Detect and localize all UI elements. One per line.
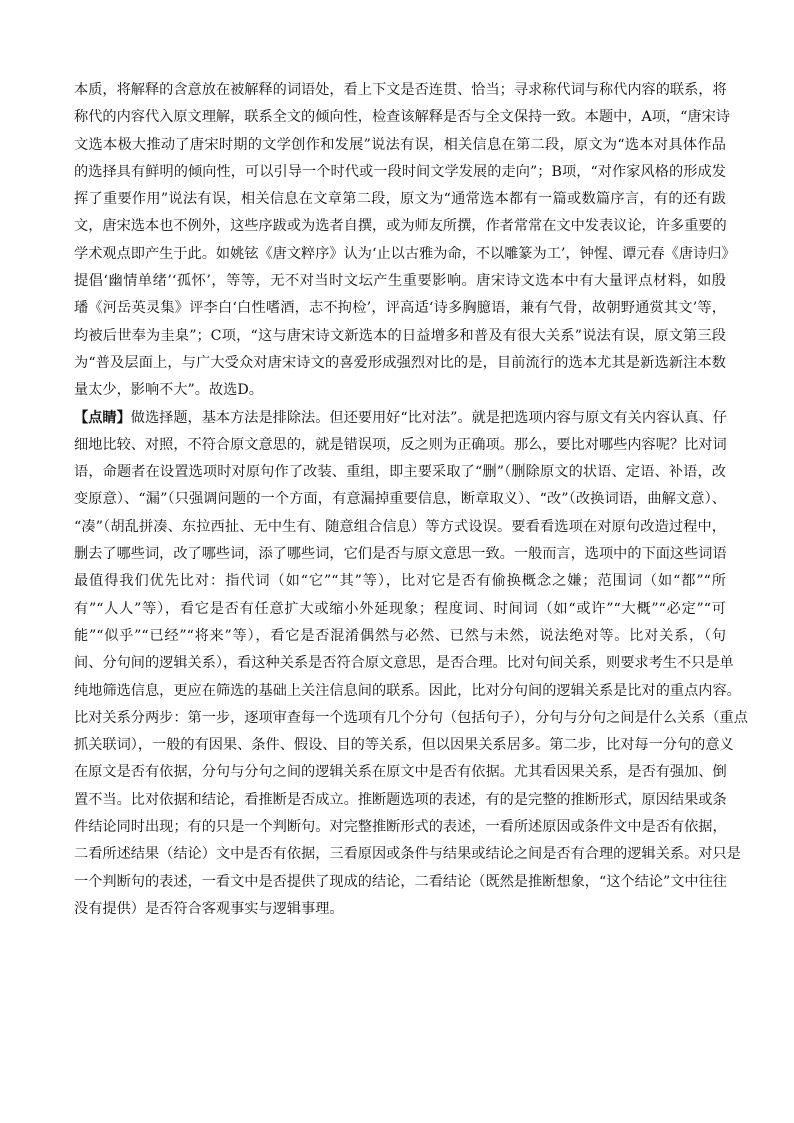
document-page <box>74 77 748 923</box>
text-line: “凑”（胡乱拼凑、东拉西扯、无中生有、随意组合信息）等方式设误。要看看选项在对原句改造过程中， <box>74 518 726 535</box>
text-line: 纯地筛选信息，更应在筛选的基础上关注信息间的联系。因此，比对分句间的逻辑关系是比对的重点内容。 <box>74 682 741 699</box>
text-line: 文选本极大推动了唐宋时期的文学创作和发展”说法有误，相关信息在第二段，原文为“选本对具体作品 <box>74 136 726 153</box>
text-line: 最值得我们优先比对：指代词（如“它”“其”等），比对它是否有偷换概念之嫌；范围词（如“都”“所 <box>74 573 726 590</box>
tips-first-line: 做选择题，基本方法是排除法。但还要用好“比对法”。就是把选项内容与原文有关内容认真、仔 <box>130 409 727 426</box>
text-line: 称代的内容代入原文理解，联系全文的倾向性，检查该解释是否与全文保持一致。本题中，A项，“唐宋诗 <box>74 109 730 126</box>
text-line: 提倡‘幽情单绪’‘孤怀’，等等，无不对当时文坛产生重要影响。唐宋诗文选本中有大量评点材料，如殷 <box>74 273 726 290</box>
text-line: 抓关联词），一般的有因果、条件、假设、目的等关系，但以因果关系居多。第二步，比对每一分句的意义 <box>74 737 734 754</box>
text-line: 文，唐宋选本也不例外，这些序跋或为选者自撰，或为师友所撰，作者常常在文中发表议论，许多重要的 <box>74 218 727 235</box>
text-line: 没有提供）是否符合客观事实与逻辑事理。 <box>74 900 344 917</box>
answer-analysis-paragraph <box>74 77 736 405</box>
text-line: 有”“人人”等），看它是否有任意扩大或缩小外延现象；程度词、时间词（如“或许”“大概”“必定”“可 <box>74 600 726 617</box>
text-line: 比对关系分两步：第一步，逐项审查每一个选项有几个分句（包括句子），分句与分句之间是什么关系（重点 <box>74 709 748 726</box>
text-line: 语，命题者在设置选项时对原句作了改装、重组，即主要采取了“删”（删除原文的状语、定语、补语，改 <box>74 464 726 481</box>
text-line: 件结论同时出现；有的只是一个判断句。对完整推断形式的表述，一看所述原因或条件文中是否有依据， <box>74 819 727 836</box>
text-line: 变原意）、“漏”（只强调问题的一个方面，有意漏掉重要信息，断章取义）、“改”（改换词语，曲解文意）、 <box>74 491 726 508</box>
text-line: 挥了重要作用”说法有误，相关信息在文章第二段，原文为“通常选本都有一篇或数篇序言，有的还有跋 <box>74 191 726 208</box>
text-line: 能”“似乎”“已经”“将来”等），看它是否混淆偶然与必然、已然与未然，说法绝对等。比对关系，（句 <box>74 627 726 644</box>
tips-paragraph <box>74 405 748 924</box>
text-line: 璠《河岳英灵集》评李白‘白性嗜酒，志不拘检’，评高适‘诗多胸臆语，兼有气骨，故朝野通赏其文’等， <box>74 300 726 317</box>
text-line: 学术观点即产生于此。如姚铉《唐文粹序》认为‘止以古雅为命，不以雕篆为工’，钟惺、谭元春《唐诗归》 <box>74 245 736 262</box>
text-line: 一个判断句的表述，一看文中是否提供了现成的结论，二看结论（既然是推断想象，“这个结论”文中往往 <box>74 873 727 890</box>
text-line: 间、分句间的逻辑关系），看这种关系是否符合原文意思，是否合理。比对句间关系，则要求考生不只是单 <box>74 655 734 672</box>
text-line: 量太少，影响不大”。故选D。 <box>74 382 263 399</box>
text-line: 本质，将解释的含意放在被解释的词语处，看上下文是否连贯、恰当；寻求称代词与称代内容的联系，将 <box>74 82 727 98</box>
tips-label: 【点睛】 <box>74 409 131 426</box>
text-line: 在原文是否有依据，分句与分句之间的逻辑关系在原文中是否有依据。尤其看因果关系，是否有强加、倒 <box>74 764 727 781</box>
text-line: 均被后世奉为圭臬”；C项，“这与唐宋诗文新选本的日益增多和普及有很大关系”说法有误，原文第三段 <box>74 327 726 344</box>
text-line <box>74 405 726 432</box>
text-line: 细地比较、对照，不符合原文意思的，就是错误项，反之则为正确项。那么，要比对哪些内容呢？比对词 <box>74 436 727 453</box>
text-line: 删去了哪些词，改了哪些词，添了哪些词，它们是否与原文意思一致。一般而言，选项中的下面这些词语 <box>74 546 727 563</box>
text-line: 的选择具有鲜明的倾向性，可以引导一个时代或一段时间文学发展的走向”；B项，“对作家风格的形成发 <box>74 163 726 180</box>
text-line: 置不当。比对依据和结论，看推断是否成立。推断题选项的表述，有的是完整的推断形式，原因结果或条 <box>74 791 727 808</box>
text-line: 二看所述结果（结论）文中是否有依据，三看原因或条件与结果或结论之间是否有合理的逻辑关系。对只是 <box>74 846 741 863</box>
text-line: 为“普及层面上，与广大受众对唐宋诗文的喜爱形成强烈对比的是，目前流行的选本尤其是新选新注本数 <box>74 354 726 371</box>
